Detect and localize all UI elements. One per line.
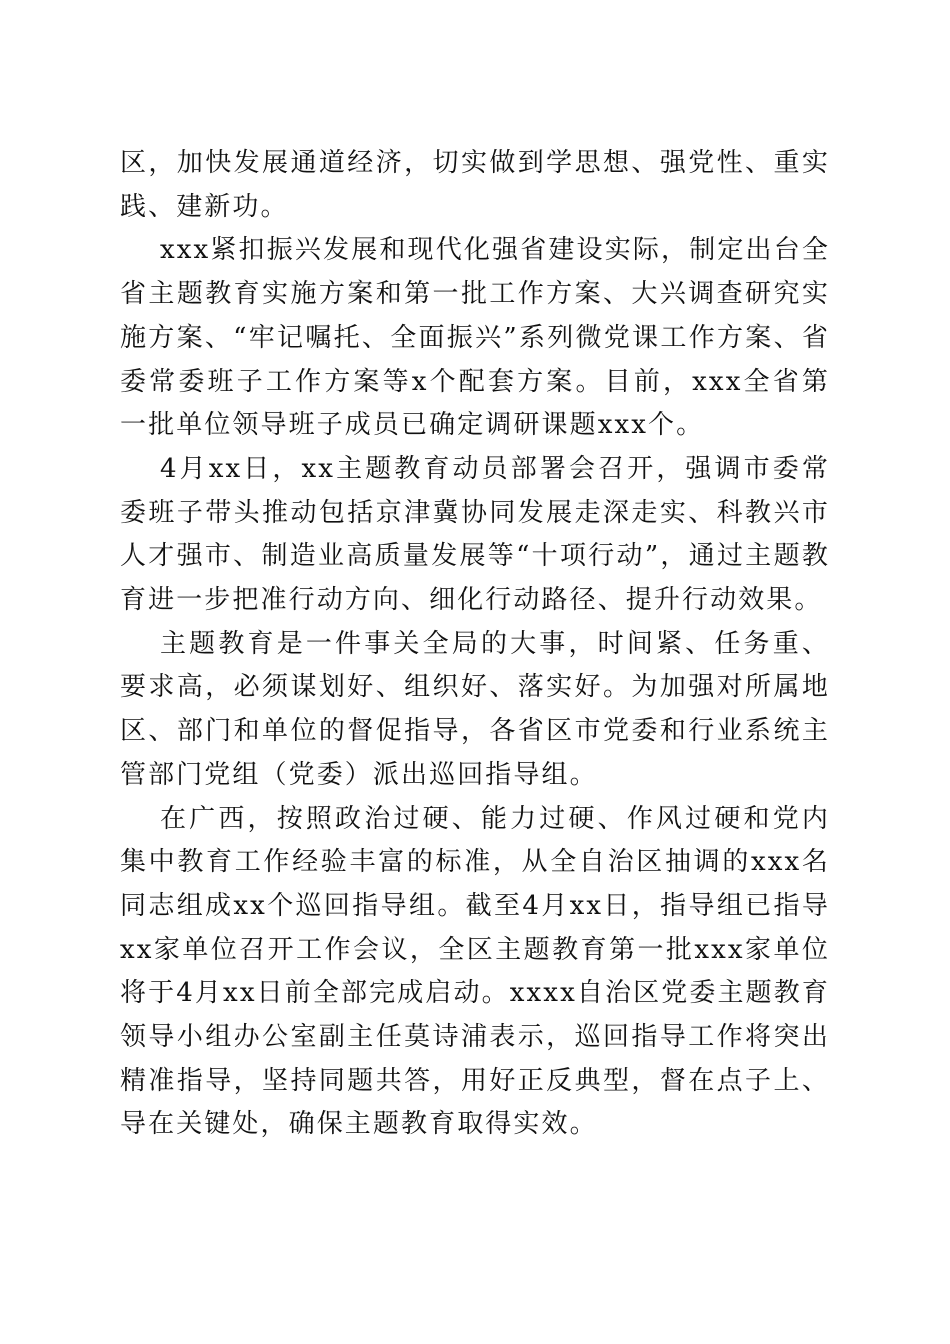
- paragraph-guidance-groups: 主题教育是一件事关全局的大事，时间紧、任务重、要求高，必须谋划好、组织好、落实好。为加强对所属地区、部门和单位的督促指导，各省区市党委和行业系统主管部门党组（党委）派出巡回指导组。: [120, 628, 830, 790]
- paragraph-continuation: 区，加快发展通道经济，切实做到学思想、强党性、重实践、建新功。: [120, 148, 830, 222]
- paragraph-provincial-plans: xxx紧扣振兴发展和现代化强省建设实际，制定出台全省主题教育实施方案和第一批工作方案、大兴调查研究实施方案、“牢记嘱托、全面振兴”系列微党课工作方案、省委常委班子工作方案等x个配套方案。目前，xxx全省第一批单位领导班子成员已确定调研课题xxx个。: [120, 235, 830, 441]
- paragraph-guangxi: 在广西，按照政治过硬、能力过硬、作风过硬和党内集中教育工作经验丰富的标准，从全自治区抽调的xxx名同志组成xx个巡回指导组。截至4月xx日，指导组已指导xx家单位召开工作会议，全区主题教育第一批xxx家单位将于4月xx日前全部完成启动。xxxx自治区党委主题教育领导小组办公室副主任莫诗浦表示，巡回指导工作将突出精准指导，坚持同题共答，用好正反典型，督在点子上、导在关键处，确保主题教育取得实效。: [120, 803, 830, 1140]
- paragraph-mobilization-meeting: 4月xx日，xx主题教育动员部署会召开，强调市委常委班子带头推动包括京津冀协同发展走深走实、科教兴市人才强市、制造业高质量发展等“十项行动”，通过主题教育进一步把准行动方向、细化行动路径、提升行动效果。: [120, 453, 830, 616]
- document-body: [120, 142, 830, 1147]
